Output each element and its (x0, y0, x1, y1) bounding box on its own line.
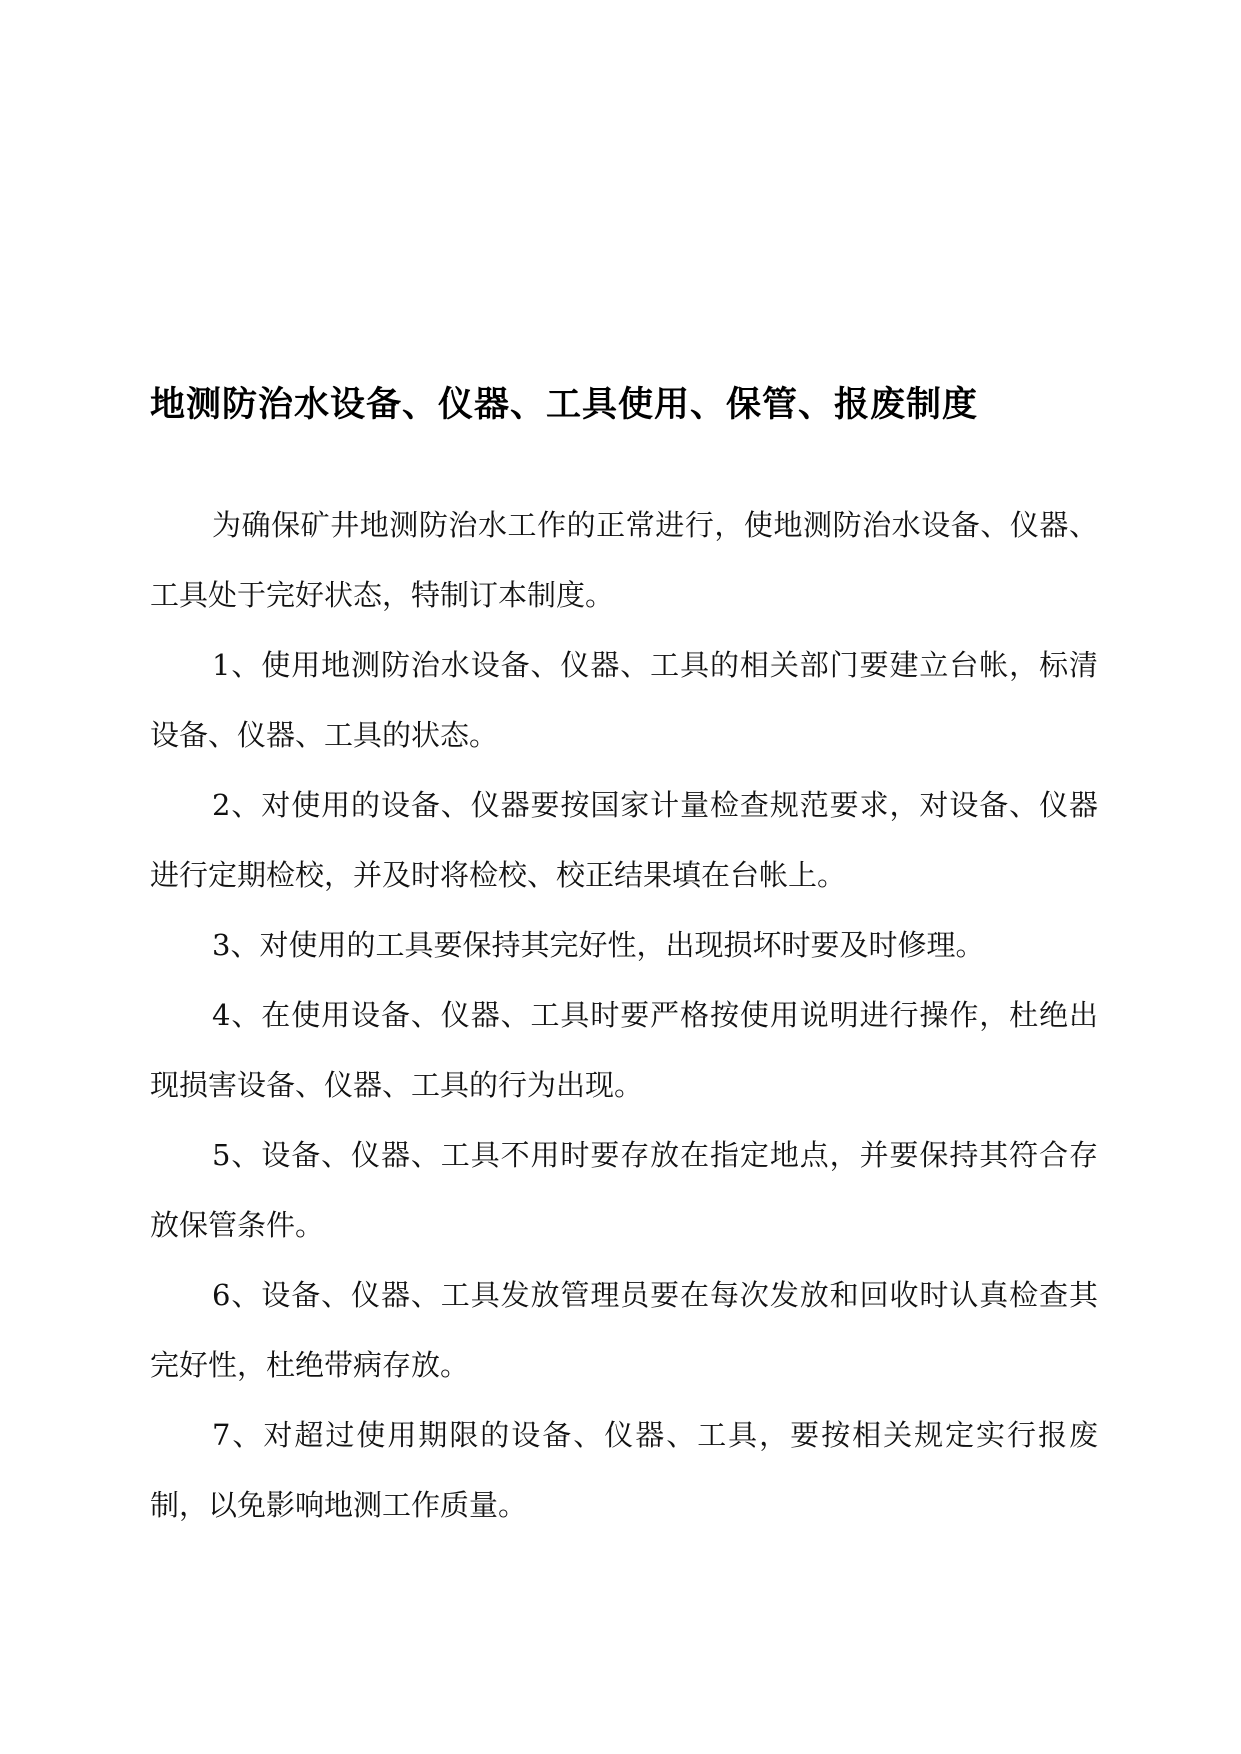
rule-2-paragraph: 2、对使用的设备、仪器要按国家计量检查规范要求，对设备、仪器进行定期检校，并及时将检校、校正结果填在台帐上。 (150, 788, 1098, 892)
rule-3-paragraph: 3、对使用的工具要保持其完好性，出现损坏时要及时修理。 (212, 928, 985, 962)
rule-7-paragraph: 7、对超过使用期限的设备、仪器、工具，要按相关规定实行报废制，以免影响地测工作质量。 (150, 1418, 1098, 1522)
rule-5-paragraph: 5、设备、仪器、工具不用时要存放在指定地点，并要保持其符合存放保管条件。 (150, 1138, 1098, 1242)
rule-6-paragraph: 6、设备、仪器、工具发放管理员要在每次发放和回收时认真检查其完好性，杜绝带病存放。 (150, 1278, 1098, 1382)
document-title: 地测防治水设备、仪器、工具使用、保管、报废制度 (150, 385, 979, 425)
rule-4-paragraph: 4、在使用设备、仪器、工具时要严格按使用说明进行操作，杜绝出现损害设备、仪器、工具的行为出现。 (150, 998, 1098, 1102)
rule-1-paragraph: 1、使用地测防治水设备、仪器、工具的相关部门要建立台帐，标清设备、仪器、工具的状态。 (150, 648, 1098, 752)
intro-paragraph: 为确保矿井地测防治水工作的正常进行，使地测防治水设备、仪器、工具处于完好状态，特制订本制度。 (150, 508, 1098, 612)
document-body (150, 490, 1098, 1540)
